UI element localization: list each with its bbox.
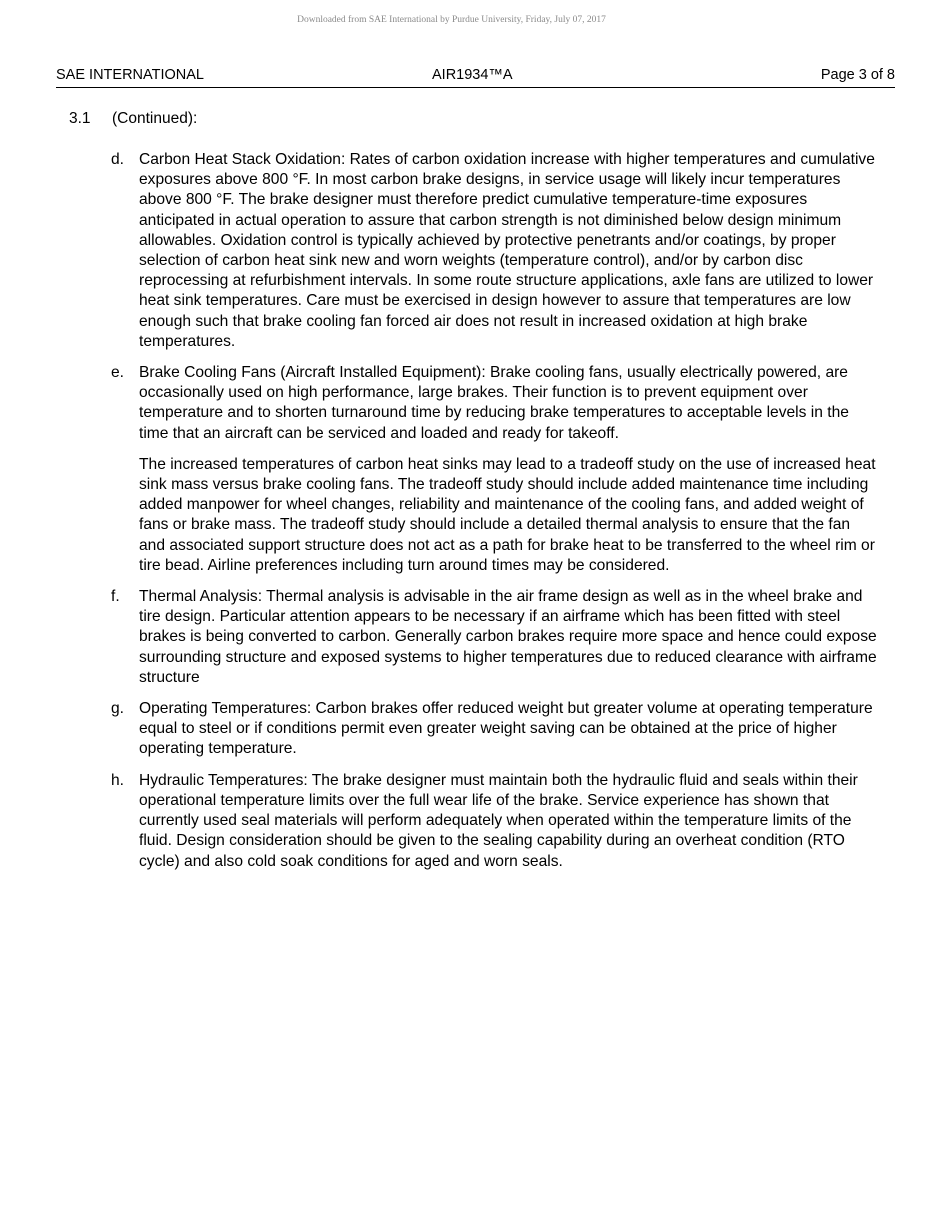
list-item-f — [111, 587, 879, 688]
document-body — [0, 150, 950, 883]
download-watermark: Downloaded from SAE International by Purdue University, Friday, July 07, 2017 — [297, 15, 606, 25]
list-item-e — [111, 363, 879, 576]
paragraph: Operating Temperatures: Carbon brakes offer reduced weight but greater volume at operating temperature equal to steel or if conditions permit even greater weight saving can be obtained at the price of higher operating temperature. — [139, 700, 873, 758]
section-heading — [69, 110, 197, 128]
list-item-g — [111, 699, 879, 760]
list-item-letter: e. — [111, 364, 125, 382]
paragraph: Thermal Analysis: Thermal analysis is advisable in the air frame design as well as in the wheel brake and tire design. Particular attention appears to be necessary if an airframe which has been fitted with steel brakes is being converted to carbon. Generally carbon brakes require more space and hence could expose surrounding structure and exposed systems to higher temperatures due to reduced clearance with airframe structure — [139, 588, 877, 686]
list-item-h — [111, 771, 879, 872]
section-title: (Continued): — [112, 110, 198, 127]
header-organization: SAE INTERNATIONAL — [56, 67, 204, 83]
paragraph: Hydraulic Temperatures: The brake designer must maintain both the hydraulic fluid and seals within their operational temperature limits over the full wear life of the brake. Service experience has shown that currently used seal materials will perform adequately when operated within the temperature limits of the fluid. Design consideration should be given to the sealing capability during an overheat condition (RTO cycle) and also cold soak conditions for aged and worn seals. — [139, 771, 858, 870]
list-item-letter: h. — [111, 771, 125, 789]
list-item-letter: f. — [111, 588, 120, 606]
paragraph: Carbon Heat Stack Oxidation: Rates of carbon oxidation increase with higher temperatures and cumulative exposures above 800 °F. In most carbon brake designs, in service usage will likely incur temperatures above 800 °F. The brake designer must therefore predict cumulative temperature-time exposures anticipated in actual operation to assure that carbon strength is not diminished below design minimum allowables. Oxidation control is typically achieved by protective penetrants and/or coatings, by proper selection of carbon heat sink new and worn weights (temperature control), and/or by carbon disc reprocessing at refurbishment intervals. In some route structure applications, axle fans are utilized to lower heat sink temperatures. Care must be exercised in design however to assure that temperatures are low enough such that brake cooling fan forced air does not result in increased oxidation at high brake temperatures. — [139, 151, 875, 350]
header-document-id: AIR1934™A — [432, 67, 513, 83]
section-number: 3.1 — [69, 110, 91, 127]
list-item-letter: g. — [111, 700, 125, 718]
list-item-d — [111, 150, 879, 352]
list-item-letter: d. — [111, 151, 125, 168]
page-header — [56, 67, 895, 88]
header-page-number: Page 3 of 8 — [820, 67, 895, 83]
paragraph: The increased temperatures of carbon heat sinks may lead to a tradeoff study on the use of increased heat sink mass versus brake cooling fans. The tradeoff study should include added maintenance time including added manpower for wheel changes, reliability and maintenance of the cooling fans, and added weight of fans or brake mass. The tradeoff study should include a detailed thermal analysis to ensure that the fan and associated support structure does not act as a path for brake heat to be transferred to the wheel rim or tire bead. Airline preferences including turn around times may be considered. — [139, 455, 876, 574]
paragraph: Brake Cooling Fans (Aircraft Installed Equipment): Brake cooling fans, usually electrically powered, are occasionally used on high performance, large brakes. Their function is to prevent equipment over temperature and to shorten turnaround time by reducing brake temperatures to acceptable levels in the time that an aircraft can be serviced and loaded and ready for takeoff. — [139, 364, 849, 442]
